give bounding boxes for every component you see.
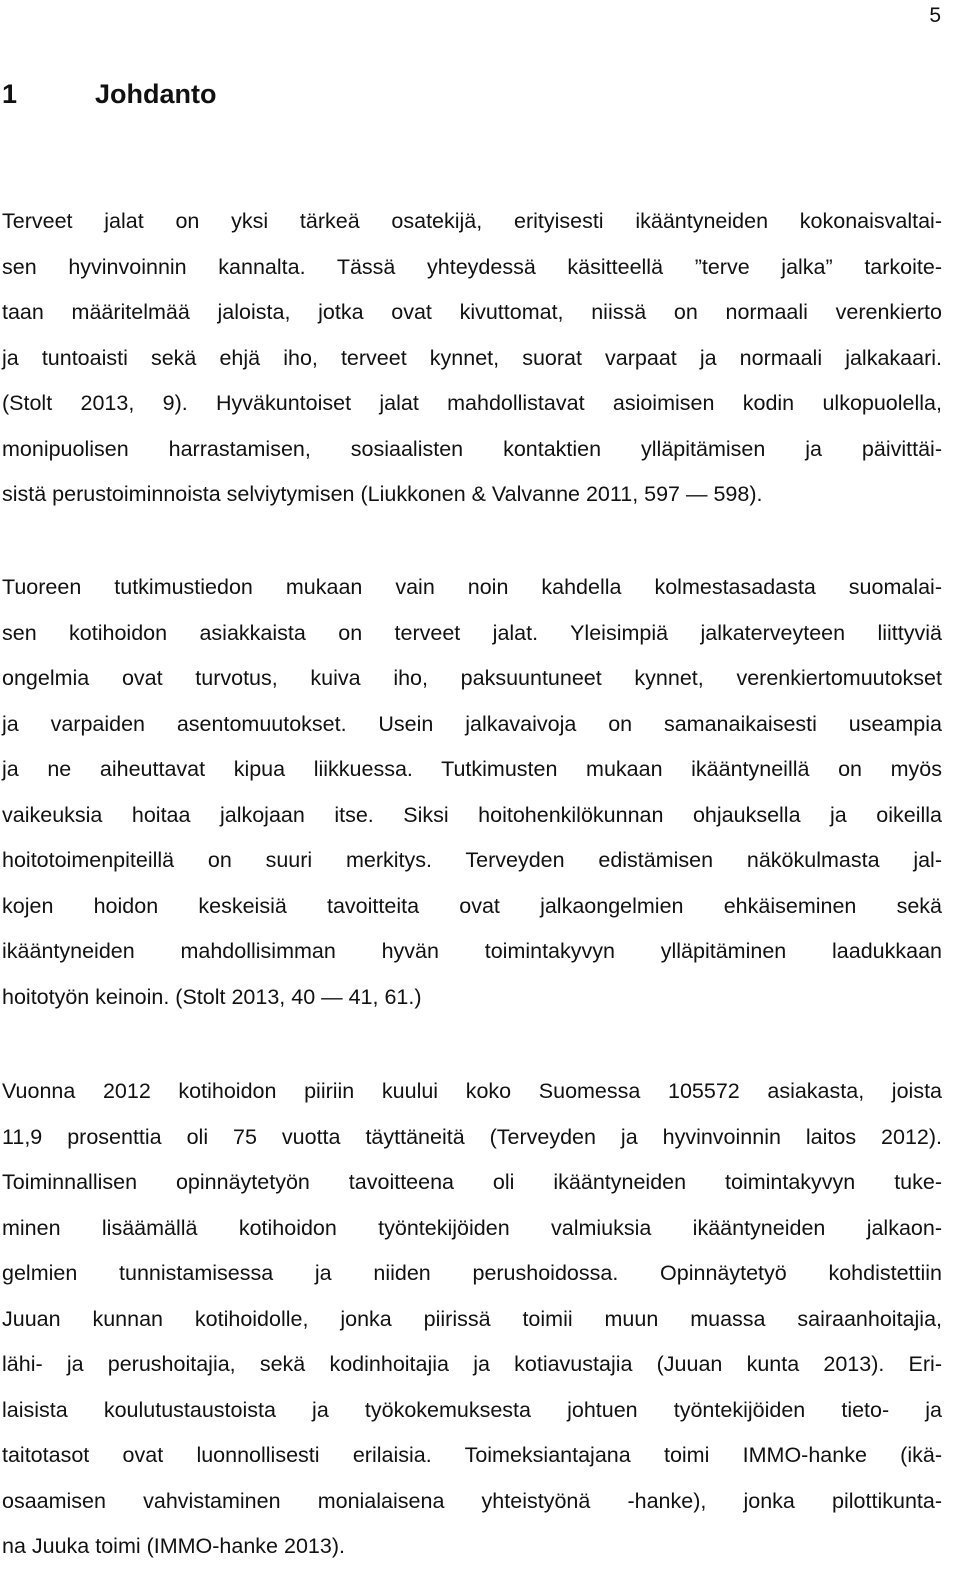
text-line: vaikeuksia hoitaa jalkojaan itse. Siksi hoitohenkilökunnan ohjauksella ja oikeilla	[2, 802, 942, 827]
text-line: monipuolisen harrastamisen, sosiaalisten kontaktien ylläpitämisen ja päivittäi-	[2, 436, 942, 461]
text-line: ja tuntoaisti sekä ehjä iho, terveet kynnet, suorat varpaat ja normaali jalkakaari.	[2, 345, 942, 370]
text-line: ongelmia ovat turvotus, kuiva iho, paksuuntuneet kynnet, verenkiertomuutokset	[2, 666, 942, 690]
chapter-title: Johdanto	[95, 79, 217, 109]
text-line: osaamisen vahvistaminen monialaisena yhteistyönä -hanke), jonka pilottikunta-	[2, 1488, 942, 1513]
text-line: gelmien tunnistamisessa ja niiden perushoidossa. Opinnäytetyö kohdistettiin	[2, 1261, 942, 1285]
text-line: sistä perustoiminnoista selviytymisen (Liukkonen & Valvanne 2011, 597 — 598).	[2, 482, 763, 506]
text-line: hoitotoimenpiteillä on suuri merkitys. Terveyden edistämisen näkökulmasta jal-	[2, 848, 942, 872]
text-line: (Stolt 2013, 9). Hyväkuntoiset jalat mahdollistavat asioimisen kodin ulkopuolella,	[2, 391, 942, 415]
text-line: minen lisäämällä kotihoidon työntekijöiden valmiuksia ikääntyneiden jalkaon-	[2, 1215, 942, 1240]
paragraph-3	[2, 1069, 942, 1570]
text-line: Tuoreen tutkimustiedon mukaan vain noin kahdella kolmestasadasta suomalai-	[2, 575, 942, 599]
text-line: kojen hoidon keskeisiä tavoitteita ovat jalkaongelmien ehkäiseminen sekä	[2, 893, 942, 918]
text-line: ikääntyneiden mahdollisimman hyvän toimintakyvyn ylläpitäminen laadukkaan	[2, 939, 942, 963]
text-line: 11,9 prosenttia oli 75 vuotta täyttäneitä (Terveyden ja hyvinvoinnin laitos 2012).	[2, 1124, 942, 1149]
text-line: na Juuka toimi (IMMO-hanke 2013).	[2, 1534, 345, 1558]
text-line: sen hyvinvoinnin kannalta. Tässä yhteydessä käsitteellä ”terve jalka” tarkoite-	[2, 254, 942, 279]
text-line: hoitotyön keinoin. (Stolt 2013, 40 — 41, 61.)	[2, 984, 422, 1009]
text-line: Juuan kunnan kotihoidolle, jonka piirissä toimii muun muassa sairaanhoitajia,	[2, 1306, 942, 1331]
text-line: laisista koulutustaustoista ja työkokemuksesta johtuen työntekijöiden tieto- ja	[2, 1397, 942, 1422]
text-line: ja ne aiheuttavat kipua liikkuessa. Tutkimusten mukaan ikääntyneillä on myös	[2, 757, 942, 781]
text-line: taitotasot ovat luonnollisesti erilaisia. Toimeksiantajana toimi IMMO-hanke (ikä-	[2, 1443, 942, 1467]
text-line: Toiminnallisen opinnäytetyön tavoitteena oli ikääntyneiden toimintakyvyn tuke-	[2, 1170, 942, 1194]
text-line: Vuonna 2012 kotihoidon piiriin kuului koko Suomessa 105572 asiakasta, joista	[2, 1079, 942, 1103]
paragraph-2	[2, 565, 942, 1020]
chapter-number: 1	[2, 79, 18, 109]
text-line: ja varpaiden asentomuutokset. Usein jalkavaivoja on samanaikaisesti useampia	[2, 711, 942, 736]
paragraph-1	[2, 199, 942, 518]
text-line: taan määritelmää jaloista, jotka ovat kivuttomat, niissä on normaali verenkierto	[2, 300, 942, 324]
text-line: Terveet jalat on yksi tärkeä osatekijä, erityisesti ikääntyneiden kokonaisvaltai-	[2, 209, 942, 233]
page-number: 5	[929, 4, 941, 27]
text-line: sen kotihoidon asiakkaista on terveet jalat. Yleisimpiä jalkaterveyteen liittyviä	[2, 620, 942, 645]
chapter-heading	[2, 74, 217, 114]
text-line: lähi- ja perushoitajia, sekä kodinhoitajia ja kotiavustajia (Juuan kunta 2013). Eri-	[2, 1352, 942, 1376]
